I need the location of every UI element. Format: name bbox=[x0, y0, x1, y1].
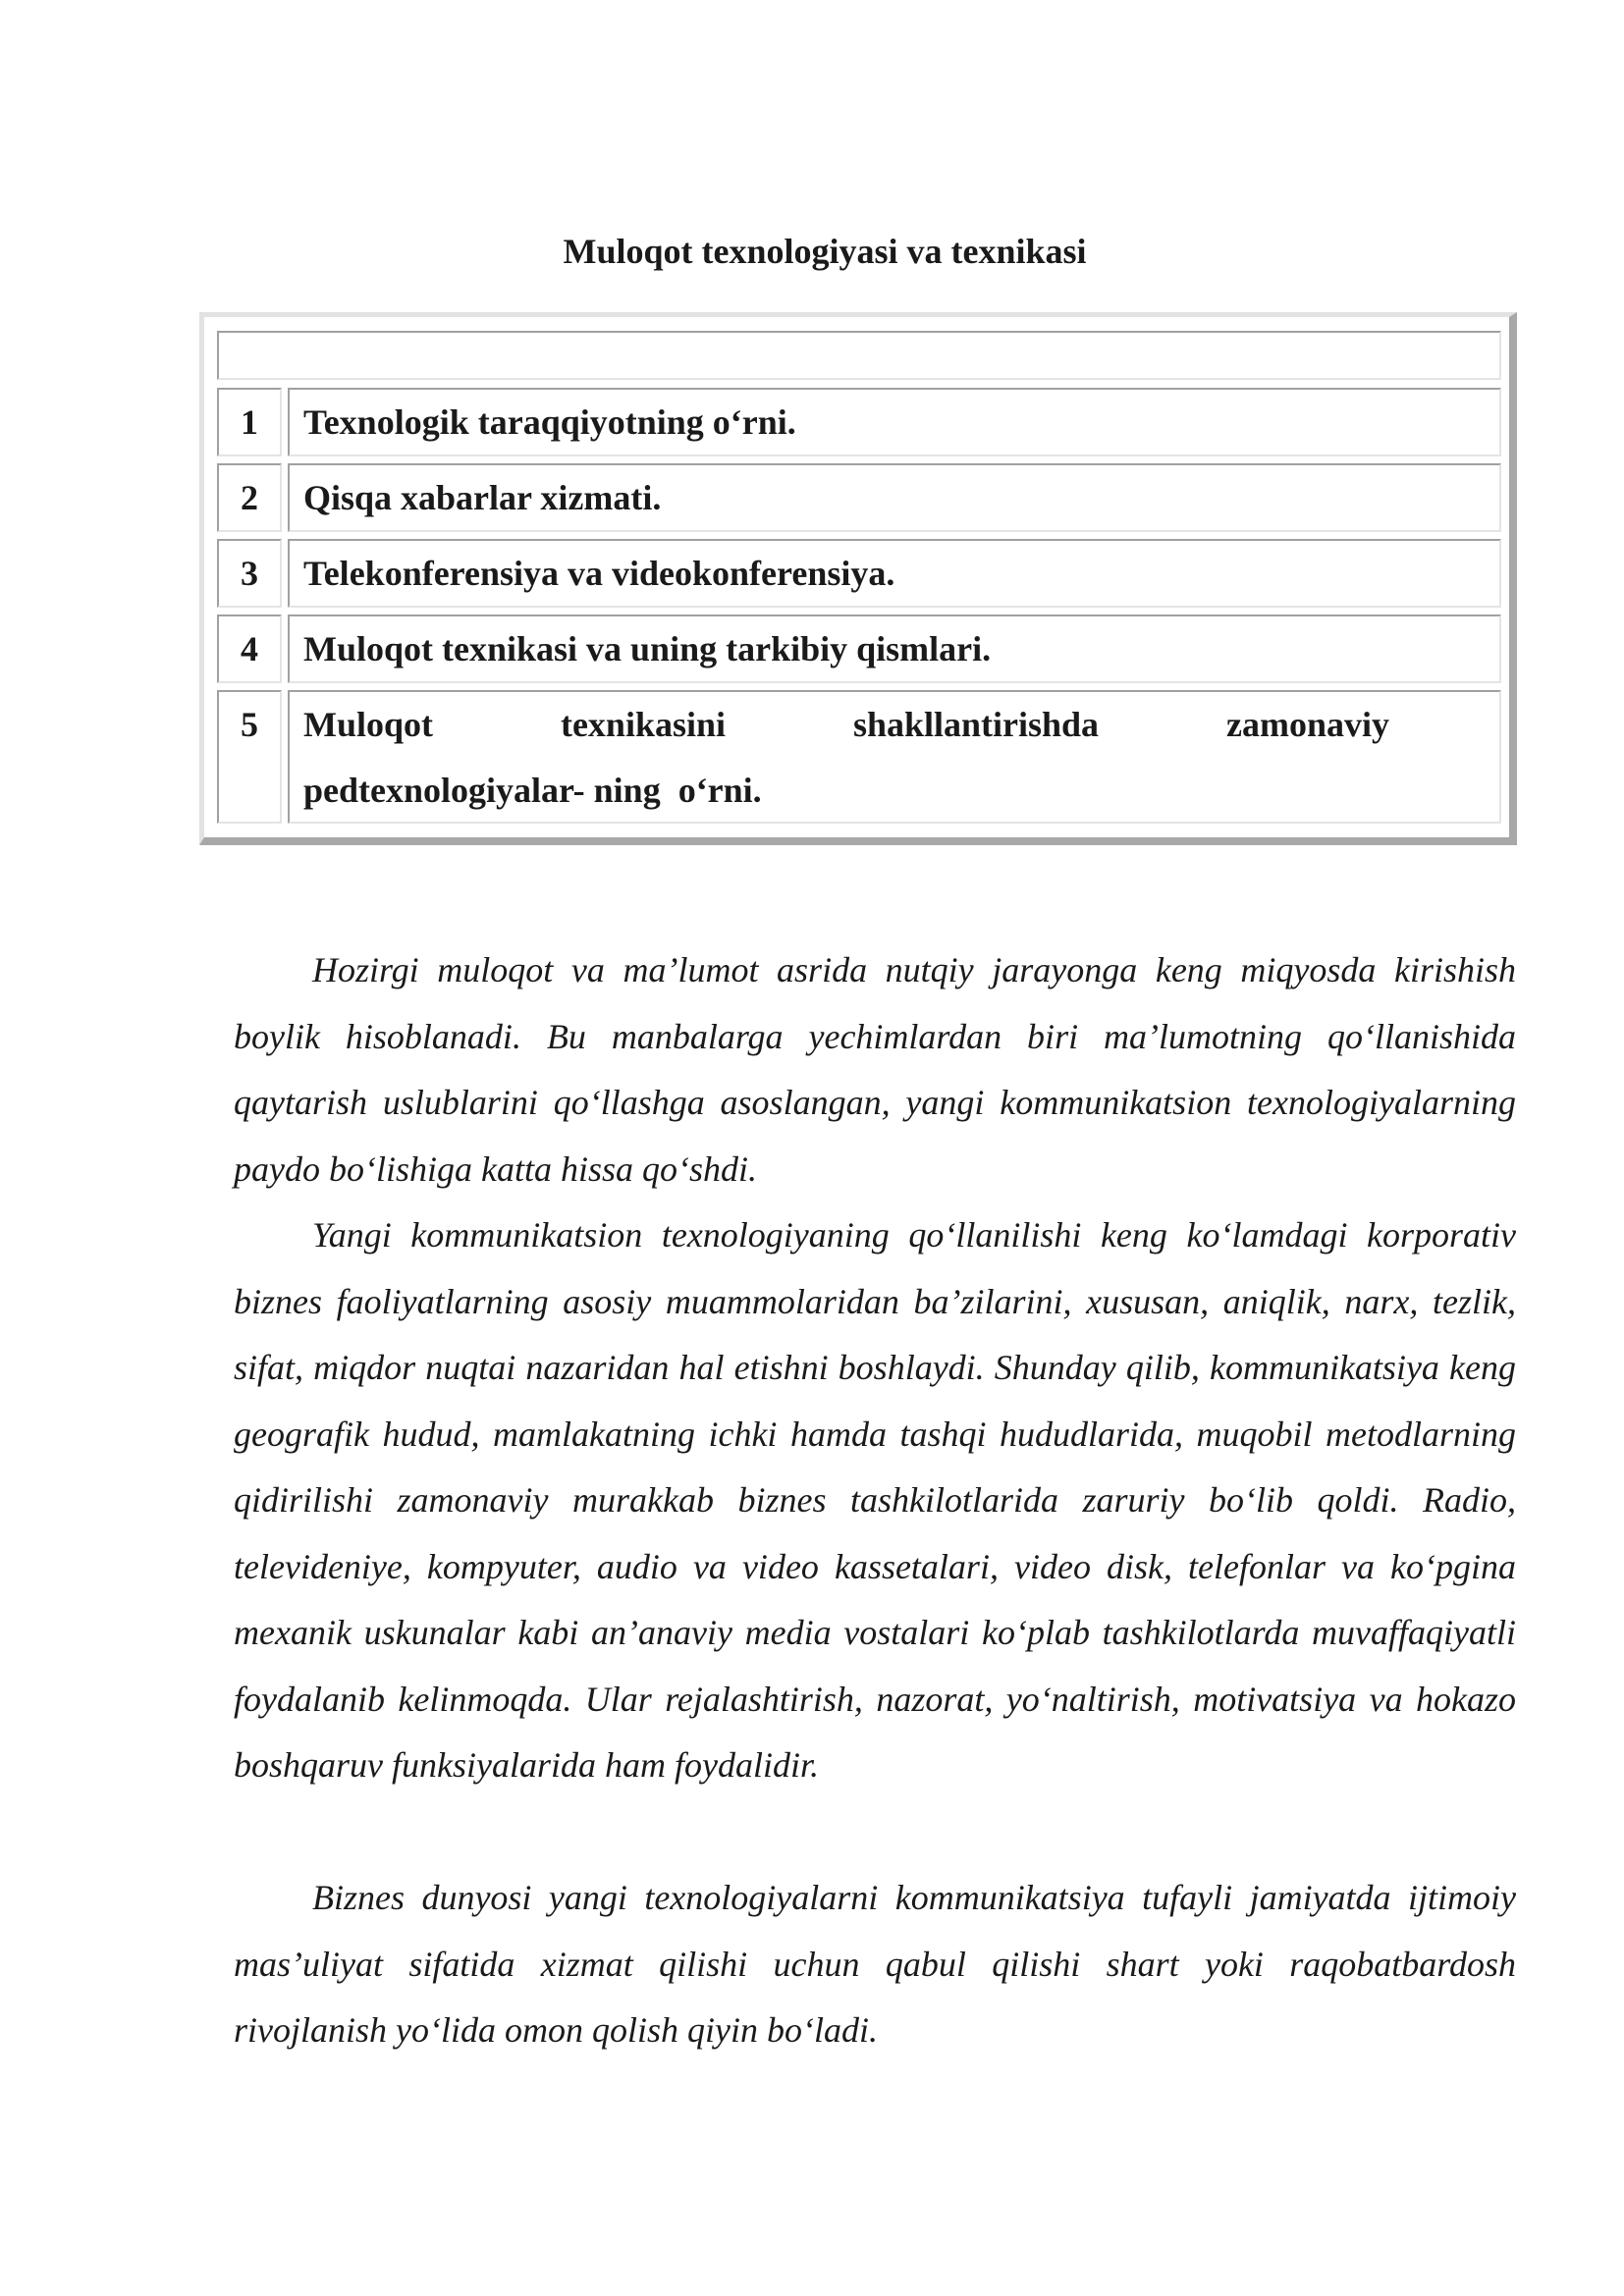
plan-table bbox=[199, 312, 1517, 845]
paragraph-text: Hozirgi muloqot va ma’lumot asrida nutqiy jarayonga keng miqyosda kirishish boylik hisoblanadi. Bu manbalarga yechimlardan biri ma’lumotning qo‘llanishida qaytarish uslublarini qo‘llashga asoslangan, yangi kommunikatsion texnologiyalarning paydo bo‘lishiga katta hissa qo‘shdi. bbox=[234, 950, 1516, 1189]
body-paragraph bbox=[234, 937, 1516, 1202]
paragraph-text: Biznes dunyosi yangi texnologiyalarni kommunikatsiya tufayli jamiyatda ijtimoiy mas’uliyat sifatida xizmat qilishi uchun qabul qilishi shart yoki raqobatbardosh rivojlanish yo‘lida omon qolish qiyin bo‘ladi. bbox=[234, 1878, 1516, 2050]
table-row-text-line: Muloqot texnikasini shakllantirishda zamonaviy bbox=[303, 705, 1389, 744]
table-row-text-line: pedtexnologiyalar- ning o‘rni. bbox=[303, 771, 762, 810]
body-paragraph bbox=[234, 1865, 1516, 2064]
paragraph-text: Yangi kommunikatsion texnologiyaning qo‘llanilishi keng ko‘lamdagi korporativ biznes faoliyatlarning asosiy muammolaridan ba’zilarini, xususan, aniqlik, narx, tezlik, sifat, miqdor nuqtai nazaridan hal etishni boshlaydi. Shunday qilib, kommunikatsiya keng geografik hudud, mamlakatning ichki hamda tashqi hududlarida, muqobil metodlarning qidirilishi zamonaviy murakkab biznes tashkilotlarida zaruriy bo‘lib qoldi. Radio, televideniye, kompyuter, audio va video kassetalari, video disk, telefonlar va ko‘pgina mexanik uskunalar kabi an’anaviy media vostalari ko‘plab tashkilotlarda muvaffaqiyatli foydalanib kelinmoqda. Ular rejalashtirish, nazorat, yo‘naltirish, motivatsiya va hokazo boshqaruv funksiyalarida ham foydalidir. bbox=[234, 1215, 1516, 1785]
body-paragraph bbox=[234, 1202, 1516, 1799]
table-row-text: Muloqot texnikasi va uning tarkibiy qismlari. bbox=[288, 614, 1501, 683]
table-row-number: 1 bbox=[217, 388, 282, 456]
table-row-number: 4 bbox=[217, 614, 282, 683]
table-row-number: 3 bbox=[217, 539, 282, 608]
table-header-row bbox=[217, 331, 1501, 380]
table-row-number: 2 bbox=[217, 463, 282, 532]
table-row-number: 5 bbox=[217, 690, 282, 824]
page-title: Muloqot texnologiyasi va texnikasi bbox=[563, 232, 1087, 271]
table-row-text: Telekonferensiya va videokonferensiya. bbox=[288, 539, 1501, 608]
table-row-text: Qisqa xabarlar xizmati. bbox=[288, 463, 1501, 532]
table-row-text bbox=[288, 690, 1501, 824]
table-row-text: Texnologik taraqqiyotning o‘rni. bbox=[288, 388, 1501, 456]
